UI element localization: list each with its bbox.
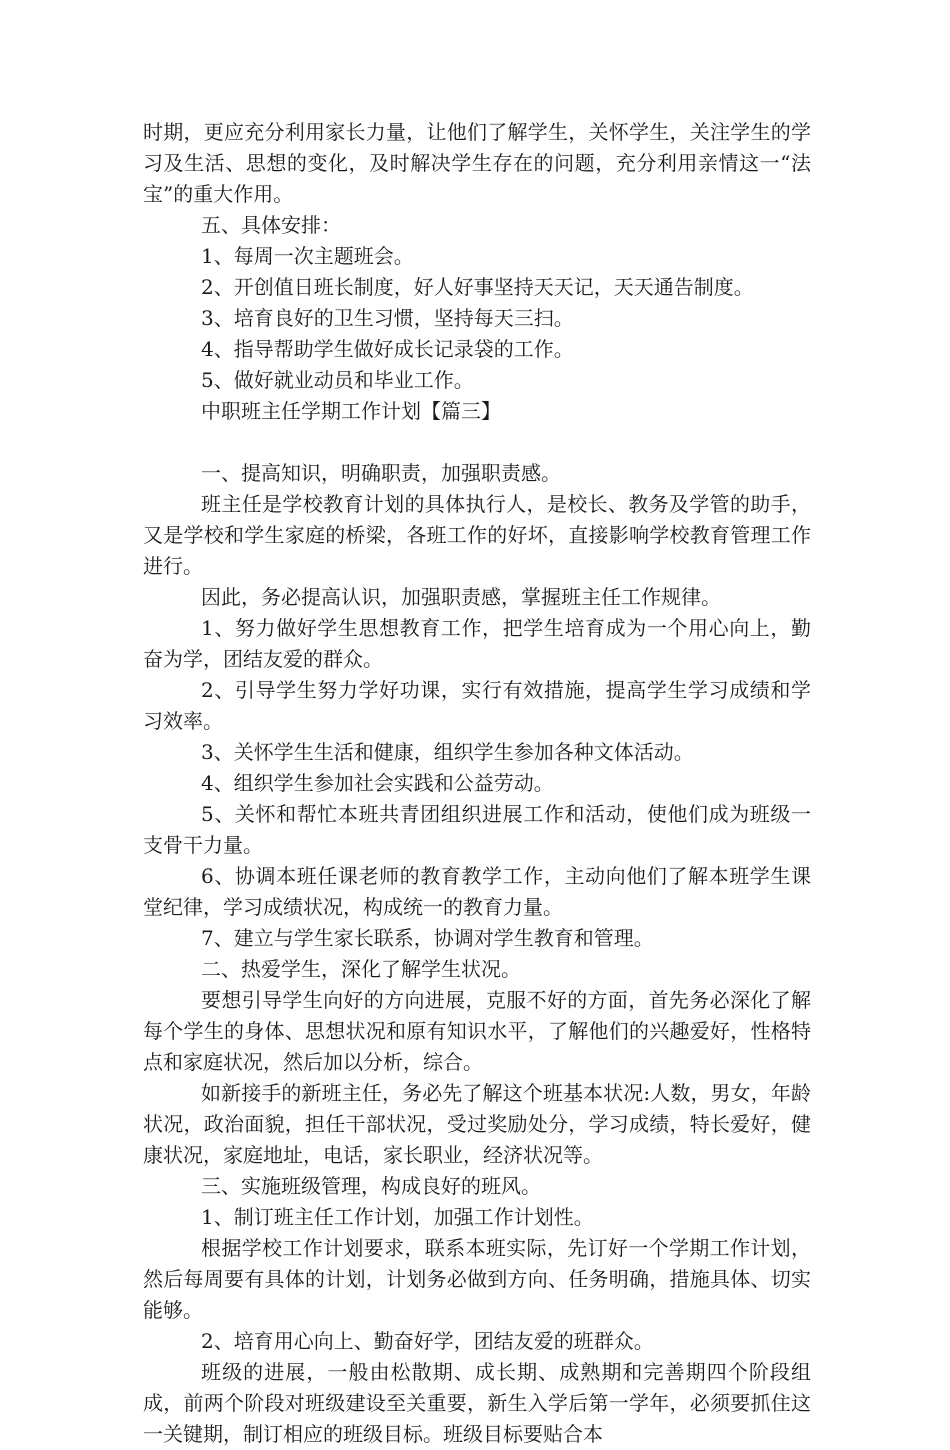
section-heading: 二、热爱学生，深化了解学生状况。 xyxy=(201,957,521,981)
section-heading: 一、提高知识，明确职责，加强职责感。 xyxy=(201,461,561,485)
section-heading: 三、实施班级管理，构成良好的班风。 xyxy=(201,1174,541,1198)
list-item: 1、制订班主任工作计划，加强工作计划性。 xyxy=(201,1205,594,1229)
paragraph: 班主任是学校教育计划的具体执行人，是校长、教务及学管的助手，又是学校和学生家庭的桥梁，各班工作的好坏，直接影响学校教育管理工作进行。 xyxy=(143,492,811,578)
list-item: 2、开创值日班长制度，好人好事坚持天天记，天天通告制度。 xyxy=(201,275,754,299)
list-item: 1、每周一次主题班会。 xyxy=(201,244,414,268)
article-title: 中职班主任学期工作计划【篇三】 xyxy=(201,399,501,423)
list-item: 3、关怀学生生活和健康，组织学生参加各种文体活动。 xyxy=(201,740,694,764)
paragraph: 因此，务必提高认识，加强职责感，掌握班主任工作规律。 xyxy=(201,585,721,609)
paragraph: 根据学校工作计划要求，联系本班实际，先订好一个学期工作计划，然后每周要有具体的计划，计划务必做到方向、任务明确，措施具体、切实能够。 xyxy=(143,1236,811,1322)
paragraph: 班级的进展，一般由松散期、成长期、成熟期和完善期四个阶段组成，前两个阶段对班级建设至关重要，新生入学后第一学年，必须要抓住这一关键期，制订相应的班级目标。班级目标要贴合本 xyxy=(143,1360,811,1446)
blank-line xyxy=(143,427,811,458)
list-item: 2、引导学生努力学好功课，实行有效措施，提高学生学习成绩和学习效率。 xyxy=(143,678,811,733)
list-item: 1、努力做好学生思想教育工作，把学生培育成为一个用心向上，勤奋为学，团结友爱的群众。 xyxy=(143,616,811,671)
paragraph: 要想引导学生向好的方向进展，克服不好的方面，首先务必深化了解每个学生的身体、思想状况和原有知识水平，了解他们的兴趣爱好，性格特点和家庭状况，然后加以分析，综合。 xyxy=(143,988,811,1074)
list-item: 4、组织学生参加社会实践和公益劳动。 xyxy=(201,771,554,795)
list-item: 5、做好就业动员和毕业工作。 xyxy=(201,368,474,392)
section-heading: 五、具体安排： xyxy=(201,213,341,237)
list-item: 6、协调本班任课老师的教育教学工作，主动向他们了解本班学生课堂纪律，学习成绩状况，构成统一的教育力量。 xyxy=(143,864,811,919)
document-body xyxy=(143,117,811,1450)
list-item: 4、指导帮助学生做好成长记录袋的工作。 xyxy=(201,337,574,361)
list-item: 3、培育良好的卫生习惯，坚持每天三扫。 xyxy=(201,306,574,330)
list-item: 7、建立与学生家长联系，协调对学生教育和管理。 xyxy=(201,926,654,950)
list-item: 5、关怀和帮忙本班共青团组织进展工作和活动，使他们成为班级一支骨干力量。 xyxy=(143,802,811,857)
list-item: 2、培育用心向上、勤奋好学，团结友爱的班群众。 xyxy=(201,1329,654,1353)
paragraph: 如新接手的新班主任，务必先了解这个班基本状况:人数，男女，年龄状况，政治面貌，担任干部状况，受过奖励处分，学习成绩，特长爱好，健康状况，家庭地址，电话，家长职业，经济状况等。 xyxy=(143,1081,811,1167)
paragraph: 时期，更应充分利用家长力量，让他们了解学生，关怀学生，关注学生的学习及生活、思想的变化，及时解决学生存在的问题，充分利用亲情这一“法宝”的重大作用。 xyxy=(143,120,811,206)
